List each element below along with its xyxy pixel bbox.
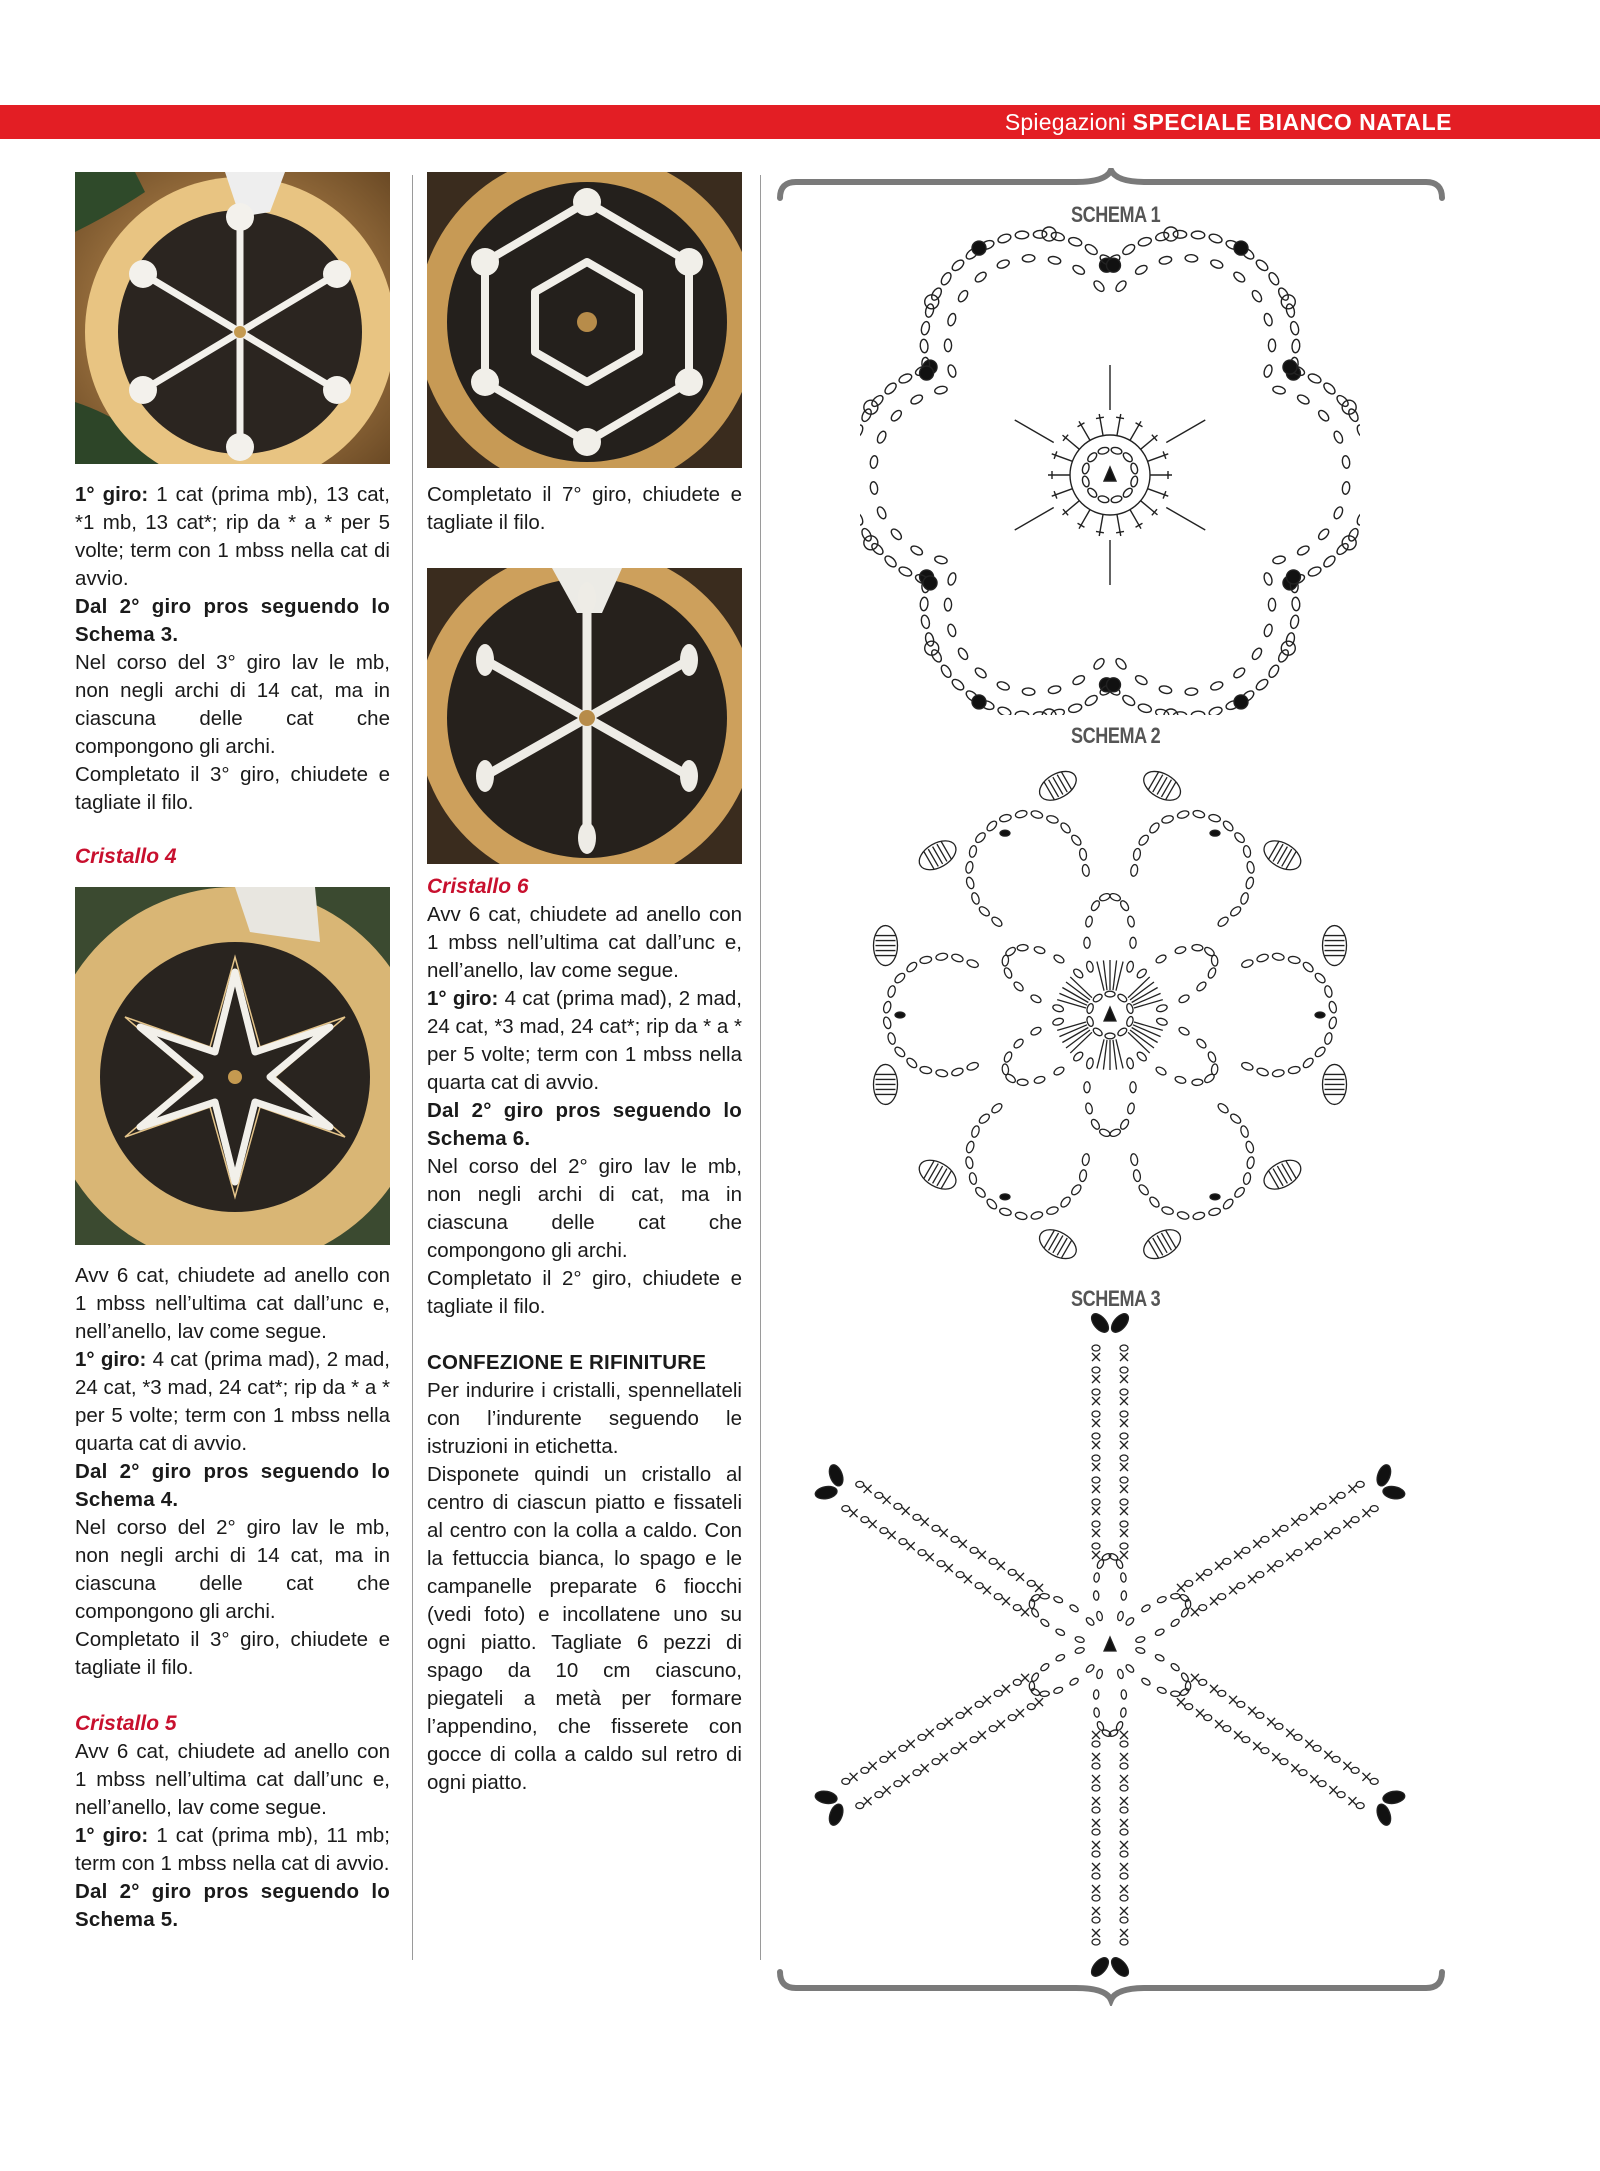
c4-giro1 (75, 1346, 390, 1458)
c3-note: Nel corso del 3° giro lav le mb, non negli archi di 14 cat, ma in ciascuna delle cat che compongono gli archi. (75, 651, 390, 758)
c5-giro1 (75, 1822, 390, 1878)
schema-1-diagram (860, 225, 1360, 715)
banner-prefix: Spiegazioni (1004, 109, 1127, 135)
column-divider-right (760, 175, 761, 1960)
c3-schema-instruction: Dal 2° giro pros seguendo lo Schema 3. (75, 595, 390, 646)
middle-text-column (427, 873, 742, 1797)
photo-crystal-3 (75, 172, 390, 464)
c6-schema-instruction: Dal 2° giro pros seguendo lo Schema 6. (427, 1099, 742, 1150)
c3-giro1-text: 1 cat (prima mb), 13 cat, *1 mb, 13 cat*; rip da * a * per 5 volte; term con 1 mbss nella cat di avvio. (75, 483, 390, 590)
cristallo-6-title: Cristallo 6 (427, 875, 529, 898)
middle-text-column-top (427, 481, 742, 537)
schema-3-label: SCHEMA 3 (1071, 1286, 1161, 1311)
c4-giro1-label: 1° giro: (75, 1348, 147, 1371)
confezione-p1: Per indurire i cristalli, spennellateli con l’indurente seguendo le istruzioni in etichetta. (427, 1379, 742, 1458)
left-text-column (75, 481, 390, 817)
c6-note: Nel corso del 2° giro lav le mb, non negli archi di cat, ma in ciascuna delle cat che compongono gli archi. (427, 1155, 742, 1262)
banner-section: SPECIALE BIANCO NATALE (1132, 109, 1452, 135)
photo-crystal-6 (427, 568, 742, 864)
c6-giro1-text: 4 cat (prima mad), 2 mad, 24 cat, *3 mad, 24 cat*; rip da * a * per 5 volte; term con 1 mbss nella quarta cat di avvio. (427, 987, 743, 1094)
c4-intro: Avv 6 cat, chiudete ad anello con 1 mbss nell’ultima cat dall’unc e, nell’anello, lav come segue. (75, 1264, 390, 1343)
c5-intro: Avv 6 cat, chiudete ad anello con 1 mbss nell’ultima cat dall’unc e, nell’anello, lav come segue. (75, 1740, 390, 1819)
c4-schema-instruction: Dal 2° giro pros seguendo lo Schema 4. (75, 1460, 390, 1511)
c6-intro: Avv 6 cat, chiudete ad anello con 1 mbss nell’ultima cat dall’unc e, nell’anello, lav come segue. (427, 903, 742, 982)
cristallo-4-title: Cristallo 4 (75, 845, 177, 868)
banner-title (1005, 105, 1452, 139)
cristallo-5-title: Cristallo 5 (75, 1712, 177, 1735)
c4-completed: Completato il 3° giro, chiudete e tagliate il filo. (75, 1628, 390, 1679)
confezione-p2: Disponete quindi un cristallo al centro di ciascun piatto e fissateli al centro con la colla a caldo. Con la fettuccia bianca, lo spago e le campanelle preparate 6 fiocchi (vedi foto) e incollatene uno su ogni piatto. Tagliate 6 pezzi di spago da 10 cm ciascuno, piegateli a metà per formare l’appendino, che fisserete con gocce di colla a caldo sul retro di ogni piatto. (427, 1463, 742, 1794)
column-divider-left (412, 175, 413, 1960)
c5-schema-instruction: Dal 2° giro pros seguendo lo Schema 5. (75, 1880, 390, 1931)
c4-text-column (75, 1262, 390, 1934)
c6-giro1-label: 1° giro: (427, 987, 499, 1010)
confezione-title: CONFEZIONE E RIFINITURE (427, 1351, 707, 1374)
schema-2-diagram (840, 745, 1380, 1285)
schema-1-label: SCHEMA 1 (1071, 202, 1161, 227)
photo-crystal-4 (75, 887, 390, 1245)
c3-giro1 (75, 481, 390, 593)
c6-giro1 (427, 985, 742, 1097)
c5-giro1-label: 1° giro: (75, 1824, 149, 1847)
c5-giro1-text: 1 cat (prima mb), 11 mb; term con 1 mbss nella cat di avvio. (75, 1824, 390, 1875)
schema-2-label: SCHEMA 2 (1071, 723, 1161, 748)
c5-completed-7: Completato il 7° giro, chiudete e tagliate il filo. (427, 483, 742, 534)
schema-3-diagram (810, 1310, 1410, 1980)
c4-giro1-text: 4 cat (prima mad), 2 mad, 24 cat, *3 mad, 24 cat*; rip da * a * per 5 volte; term con 1 mbss nella quarta cat di avvio. (75, 1348, 391, 1455)
c3-giro1-label: 1° giro: (75, 483, 149, 506)
photo-crystal-hexagon (427, 172, 742, 468)
c4-heading-wrap (75, 843, 390, 871)
c6-completed: Completato il 2° giro, chiudete e tagliate il filo. (427, 1267, 742, 1318)
c3-completed: Completato il 3° giro, chiudete e tagliate il filo. (75, 763, 390, 814)
c4-note: Nel corso del 2° giro lav le mb, non negli archi di 14 cat, ma in ciascuna delle cat che compongono gli archi. (75, 1516, 390, 1623)
section-banner (0, 105, 1600, 139)
